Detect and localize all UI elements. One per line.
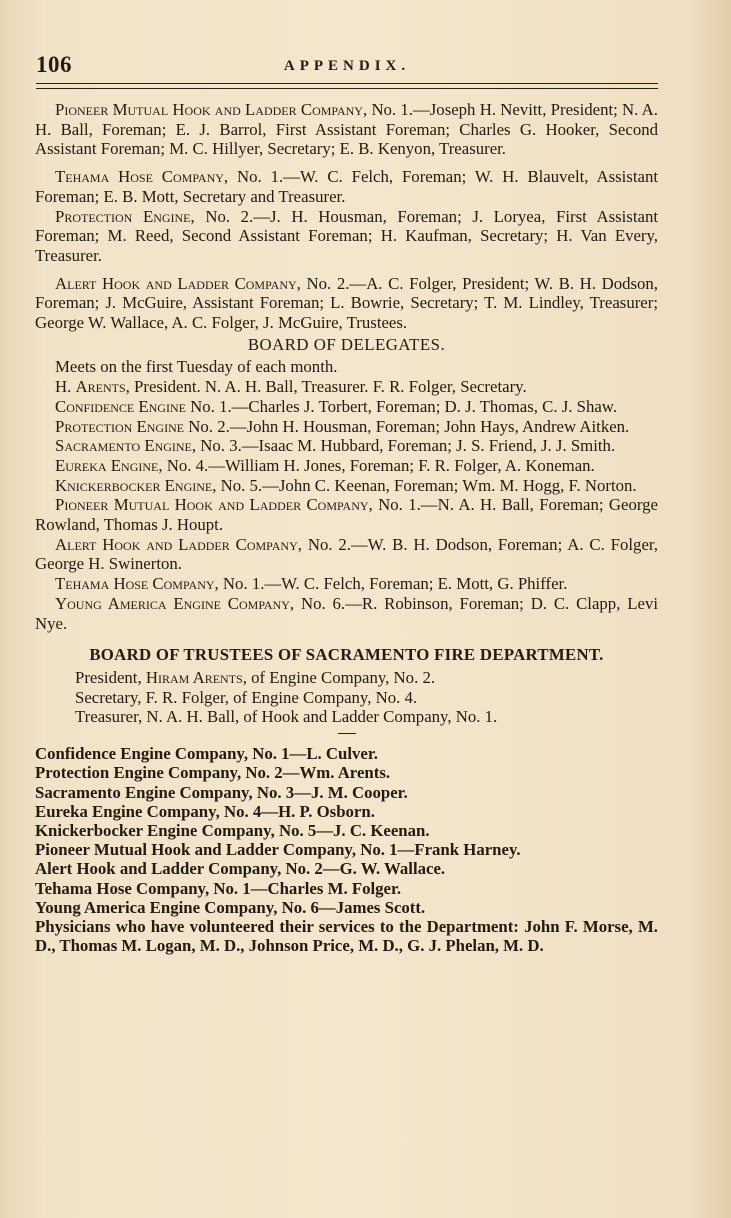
company-name: Pioneer Mutual Hook and Ladder Company, (55, 100, 368, 119)
company-entry-alert (35, 274, 658, 333)
delegate-text: No. 3.—Isaac M. Hubbard, Foreman; J. S. Friend, J. J. Smith. (196, 436, 616, 456)
delegates-meets: Meets on the first Tuesday of each month. (55, 357, 338, 377)
delegate-entry (35, 456, 658, 476)
company-entry-protection (35, 207, 658, 266)
company-name: Alert Hook and Ladder Company, (55, 273, 301, 293)
officer-text: of Engine Company, No. 2. (246, 667, 436, 687)
company-name: Protection Engine, (55, 206, 195, 226)
delegate-text: No. 4.—William H. Jones, Foreman; F. R. Folger, A. Koneman. (162, 455, 595, 475)
officer-prefix: H. (55, 377, 76, 397)
delegate-entry (35, 535, 658, 574)
trustee-officer-treasurer: Treasurer, N. A. H. Ball, of Hook and Ladder Company, No. 1. (75, 707, 498, 727)
delegate-entry (35, 594, 658, 633)
delegate-entry (35, 476, 658, 496)
section-divider (338, 733, 356, 734)
officer-name: Arents, (75, 377, 130, 397)
company-name: Tehama Hose Company, (55, 167, 229, 187)
page-number: 106 (36, 52, 72, 77)
delegates-officers (35, 377, 658, 397)
trustee-member: Protection Engine Company, No. 2—Wm. Arents. (35, 763, 391, 783)
delegate-text: No. 1.—N. A. H. Ball, Foreman; George Rowland, Thomas J. Houpt. (35, 495, 659, 535)
delegate-company: Knickerbocker Engine, (55, 475, 217, 495)
page-header (36, 52, 658, 82)
officer-text: President. N. A. H. Ball, Treasurer. F. R. Folger, Secretary. (129, 377, 527, 397)
delegate-company: Tehama Hose Company, (55, 574, 219, 594)
page-body (35, 100, 658, 955)
delegates-heading: BOARD OF DELEGATES. (247, 334, 446, 354)
company-text: No. 1.—Joseph H. Nevitt, President; N. A. H. Ball, Foreman; E. J. Barrol, First Assistant Foreman; Charles G. Hooker, Second Assistant Foreman; M. C. Hillyer, Secretary; E. B. Kenyon, Treasurer. (35, 100, 659, 159)
delegate-entry (35, 417, 658, 437)
header-rule (36, 83, 658, 89)
trustees-heading: BOARD OF TRUSTEES OF SACRAMENTO FIRE DEPARTMENT. (89, 645, 604, 665)
trustee-officer-secretary: Secretary, F. R. Folger, of Engine Company, No. 4. (75, 687, 418, 707)
delegate-text: No. 1.—Charles J. Torbert, Foreman; D. J. Thomas, C. J. Shaw. (185, 396, 618, 416)
delegate-company: Confidence Engine (55, 396, 186, 416)
delegate-text: No. 5.—John C. Keenan, Foreman; Wm. M. Hogg, F. Norton. (216, 475, 637, 495)
delegate-entry (35, 574, 658, 594)
delegate-company: Young America Engine Company, (55, 593, 295, 613)
delegate-text: No. 2.—John H. Housman, Foreman; John Hays, Andrew Aitken. (184, 416, 630, 436)
delegate-company: Sacramento Engine, (55, 436, 197, 456)
delegate-company: Pioneer Mutual Hook and Ladder Company, (55, 495, 373, 515)
company-entry-tehama (35, 167, 658, 206)
delegate-text: No. 2.—W. B. H. Dodson, Foreman; A. C. Folger, George H. Swinerton. (35, 534, 659, 574)
delegate-entry (35, 495, 658, 534)
physicians-note: Physicians who have volunteered their services to the Department: John F. Morse, M. D., Thomas M. Logan, M. D., Johnson Price, M. D., G. J. Phelan, M. D. (35, 916, 658, 956)
delegate-text: No. 6.—R. Robinson, Foreman; D. C. Clapp, Levi Nye. (35, 593, 658, 633)
trustee-member: Knickerbocker Engine Company, No. 5—J. C. Keenan. (35, 820, 430, 840)
company-text: No. 1.—W. C. Felch, Foreman; W. H. Blauvelt, Assistant Foreman; E. B. Mott, Secretary and Treasurer. (35, 167, 658, 206)
officer-name: Hiram Arents, (145, 667, 247, 687)
trustee-member: Pioneer Mutual Hook and Ladder Company, No. 1—Frank Harney. (35, 840, 521, 860)
delegate-entry (35, 397, 658, 417)
running-head: APPENDIX. (283, 58, 411, 74)
trustee-member: Sacramento Engine Company, No. 3—J. M. Cooper. (35, 782, 408, 802)
trustee-member: Tehama Hose Company, No. 1—Charles M. Folger. (35, 878, 402, 898)
trustee-member: Confidence Engine Company, No. 1—L. Culver. (35, 744, 378, 764)
delegate-entry (35, 436, 658, 456)
trustee-officer-president (35, 668, 658, 688)
company-entry-pioneer (35, 100, 658, 159)
company-text: No. 2.—A. C. Folger, President; W. B. H. Dodson, Foreman; J. McGuire, Assistant Foreman; L. Bowrie, Secretary; T. M. Lindley, Treasurer; George W. Wallace, A. C. Folger, J. McGuire, Trustees. (35, 273, 658, 333)
trustee-member: Eureka Engine Company, No. 4—H. P. Osborn. (35, 801, 375, 821)
delegate-company: Protection Engine (55, 416, 185, 436)
trustee-member-list (35, 744, 658, 955)
delegate-company: Alert Hook and Ladder Company, (55, 534, 302, 554)
officer-prefix: President, (75, 667, 146, 687)
trustee-member: Young America Engine Company, No. 6—James Scott. (35, 897, 426, 917)
company-text: No. 2.—J. H. Housman, Foreman; J. Loryea, First Assistant Foreman; M. Reed, Second Assistant Foreman; H. Kaufman, Secretary; H. Van Every, Treasurer. (35, 206, 659, 265)
trustee-member: Alert Hook and Ladder Company, No. 2—G. W. Wallace. (35, 859, 446, 879)
delegate-text: No. 1.—W. C. Felch, Foreman; E. Mott, G. Phiffer. (218, 574, 568, 594)
delegate-company: Eureka Engine, (55, 455, 163, 475)
